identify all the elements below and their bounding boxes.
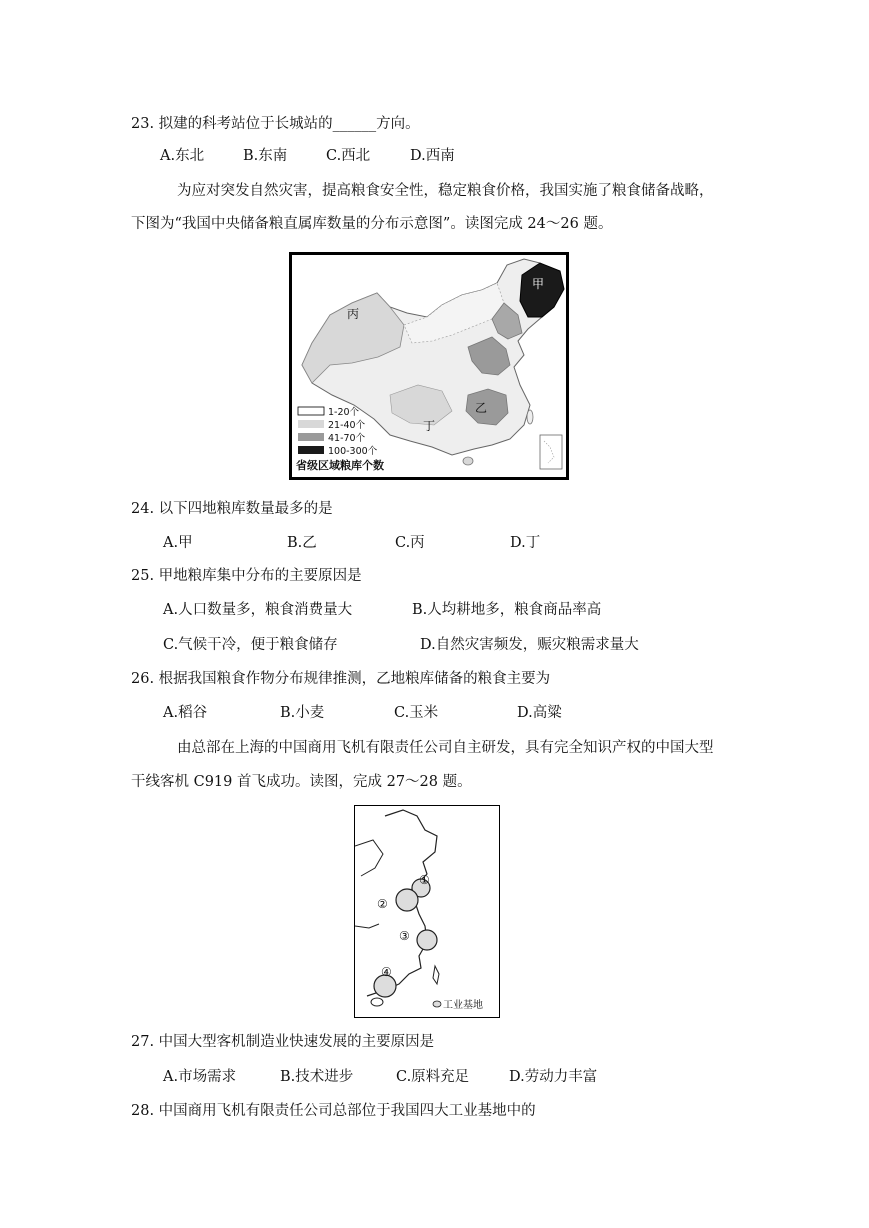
q23-option-c: C.西北 <box>326 148 371 164</box>
q27-stem: 27. 中国大型客机制造业快速发展的主要原因是 <box>131 1034 435 1050</box>
grain-depot-map <box>289 252 569 480</box>
intro2-line1: 由总部在上海的中国商用飞机有限责任公司自主研发，具有完全知识产权的中国大型 <box>177 740 714 756</box>
marker-2: ② <box>377 897 388 911</box>
intro2-line2: 干线客机 C919 首飞成功。读图，完成 27～28 题。 <box>131 774 472 790</box>
q27-option-b: B.技术进步 <box>280 1069 354 1085</box>
q23-option-a: A.东北 <box>160 148 205 164</box>
q25-stem: 25. 甲地粮库集中分布的主要原因是 <box>131 568 362 584</box>
q24-option-a: A.甲 <box>163 535 193 551</box>
q27-option-a: A.市场需求 <box>163 1069 237 1085</box>
marker-1: ① <box>419 873 430 887</box>
legend-item-2: 21-40个 <box>328 420 366 431</box>
legend-swatch-4 <box>298 446 324 454</box>
marker-4: ④ <box>381 965 392 979</box>
legend-item-1: 1-20个 <box>328 407 360 418</box>
legend-swatch-2 <box>298 420 324 428</box>
label-jia: 甲 <box>532 277 545 291</box>
base-circle-3 <box>417 930 437 950</box>
q26-option-d: D.高粱 <box>517 705 562 721</box>
label-yi: 乙 <box>475 401 488 415</box>
q24-option-c: C.丙 <box>395 535 425 551</box>
legend-caption: 省级区域粮库个数 <box>296 459 384 472</box>
q23-option-b: B.东南 <box>243 148 288 164</box>
q28-stem: 28. 中国商用飞机有限责任公司总部位于我国四大工业基地中的 <box>131 1103 536 1119</box>
q26-stem: 26. 根据我国粮食作物分布规律推测，乙地粮库储备的粮食主要为 <box>131 671 551 687</box>
legend-label: 工业基地 <box>443 1000 483 1011</box>
q26-option-b: B.小麦 <box>280 705 325 721</box>
q25-option-c: C.气候干冷，便于粮食储存 <box>163 637 338 653</box>
legend-item-3: 41-70个 <box>328 433 366 444</box>
q25-option-d: D.自然灾害频发，赈灾粮需求量大 <box>420 637 639 653</box>
q27-option-d: D.劳动力丰富 <box>509 1069 598 1085</box>
legend-item-4: 100-300个 <box>328 446 378 457</box>
q25-option-b: B.人均耕地多，粮食商品率高 <box>412 602 602 618</box>
q23-stem: 23. 拟建的科考站位于长城站的______方向。 <box>131 116 420 132</box>
q24-option-b: B.乙 <box>287 535 317 551</box>
q24-option-d: D.丁 <box>510 535 541 551</box>
q27-option-c: C.原料充足 <box>396 1069 470 1085</box>
legend-circle-icon <box>433 1001 441 1007</box>
intro1-line2: 下图为“我国中央储备粮直属库数量的分布示意图”。读图完成 24～26 题。 <box>131 216 613 232</box>
legend-swatch-1 <box>298 407 324 415</box>
industrial-base-map <box>354 805 500 1018</box>
q23-option-d: D.西南 <box>410 148 455 164</box>
marker-3: ③ <box>399 929 410 943</box>
base-circle-2 <box>396 889 418 911</box>
q25-option-a: A.人口数量多，粮食消费量大 <box>163 602 353 618</box>
label-bing: 丙 <box>347 307 360 321</box>
q24-stem: 24. 以下四地粮库数量最多的是 <box>131 501 333 517</box>
q26-option-c: C.玉米 <box>394 705 439 721</box>
intro1-line1: 为应对突发自然灾害，提高粮食安全性，稳定粮食价格，我国实施了粮食储备战略， <box>177 183 714 199</box>
label-ding: 丁 <box>423 419 436 433</box>
legend-swatch-3 <box>298 433 324 441</box>
q26-option-a: A.稻谷 <box>163 705 208 721</box>
